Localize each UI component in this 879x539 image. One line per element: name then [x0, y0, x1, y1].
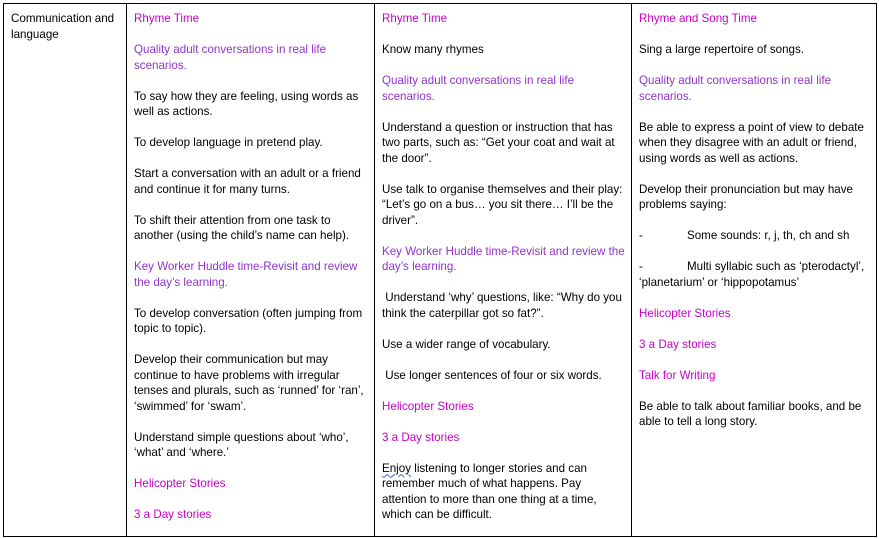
term-column-3-cell[interactable] — [632, 4, 876, 536]
paragraph: 3 a Day stories — [639, 337, 717, 351]
term-column-2-cell[interactable] — [375, 4, 632, 536]
term-column-1-cell[interactable] — [127, 4, 375, 536]
paragraph: To say how they are feeling, using words as well as actions. — [134, 89, 362, 118]
paragraph: Helicopter Stories — [134, 477, 226, 490]
paragraph: Use talk to organise themselves and their play: “Let’s go on a bus… you sit there… I’ll be the driver”. — [382, 182, 626, 227]
paragraph: Quality adult conversations in real life scenarios. — [382, 74, 578, 103]
paragraph: To develop conversation (often jumping from topic to topic). — [134, 306, 366, 335]
paragraph: Develop their pronunciation but may have problems saying: — [639, 182, 857, 211]
paragraph: Understand a question or instruction that has two parts, such as: “Get your coat and wait at the door”. — [382, 120, 618, 165]
paragraph: Sing a large repertoire of songs. — [639, 43, 804, 56]
row-header-cell[interactable] — [4, 4, 127, 536]
paragraph: Rhyme and Song Time — [639, 12, 757, 25]
paragraph: Develop their communication but may continue to have problems with irregular tenses and plurals, such as ‘runned’ for ‘ran’, ‘swimmed’ for ‘swam’. — [134, 353, 367, 413]
paragraph: Use longer sentences of four or six words. — [382, 368, 602, 382]
grammar-underlined-word: Enjoy — [382, 461, 412, 475]
paragraph: Start a conversation with an adult or a friend and continue it for many turns. — [134, 167, 365, 196]
paragraph: Know many rhymes — [382, 43, 484, 56]
paragraph: Be able to express a point of view to debate when they disagree with an adult or friend, using words as well as actions. — [639, 120, 868, 165]
paragraph: Be able to talk about familiar books, and be able to tell a long story. — [639, 399, 865, 428]
paragraph: 3 a Day stories — [134, 508, 212, 521]
paragraph: 3 a Day stories — [382, 430, 460, 444]
paragraph: Quality adult conversations in real life scenarios. — [639, 74, 835, 103]
paragraph: Enjoy listening to longer stories and can remember much of what happens. Pay attention to more than one thing at a time, which can be difficult. — [382, 461, 600, 521]
paragraph: Understand simple questions about ‘who’, ‘what’ and ‘where.’ — [134, 430, 352, 459]
paragraph: Understand ‘why’ questions, like: “Why do you think the caterpillar got so fat?”. — [382, 291, 626, 320]
paragraph: Key Worker Huddle time-Revisit and review the day’s learning. — [134, 260, 361, 289]
paragraph: Use a wider range of vocabulary. — [382, 337, 551, 351]
paragraph: Quality adult conversations in real life scenarios. — [134, 43, 330, 72]
paragraph: Key Worker Huddle time-Revisit and review the day’s learning. — [382, 244, 628, 273]
paragraph: Talk for Writing — [639, 368, 716, 382]
paragraph: To shift their attention from one task to another (using the child’s name can help). — [134, 213, 350, 242]
row-header-label: Communication and language — [11, 12, 118, 41]
paragraph: Helicopter Stories — [382, 399, 474, 413]
curriculum-table — [3, 3, 877, 537]
paragraph: - Multi syllabic such as ‘pterodactyl’, ‘planetarium’ or ‘hippopotamus’ — [639, 260, 868, 289]
paragraph: Rhyme Time — [134, 12, 200, 25]
paragraph: To develop language in pretend play. — [134, 136, 323, 149]
paragraph: Rhyme Time — [382, 12, 448, 25]
paragraph: - Some sounds: r, j, th, ch and sh — [639, 229, 850, 242]
paragraph: Helicopter Stories — [639, 306, 731, 320]
